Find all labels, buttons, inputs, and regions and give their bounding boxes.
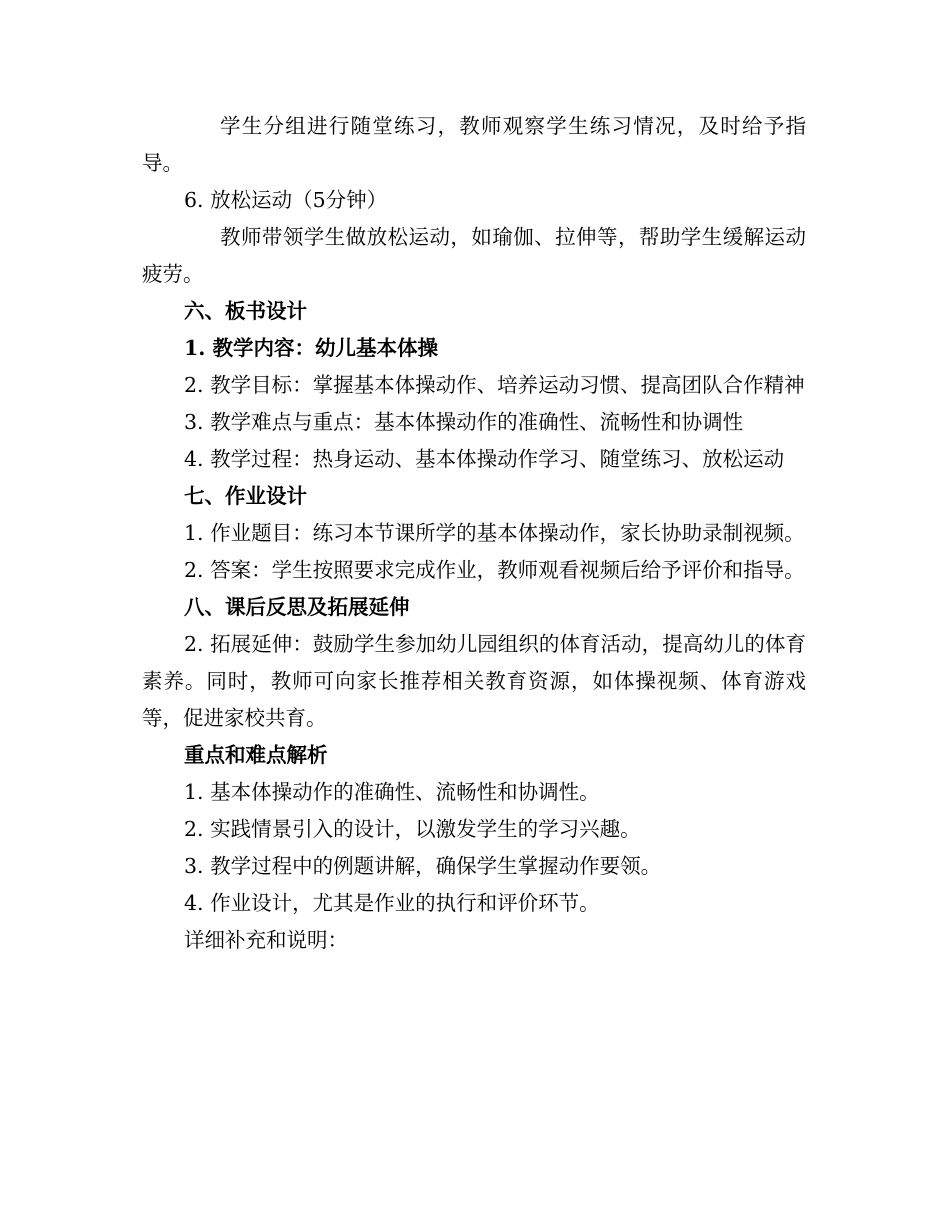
relax-paragraph: 教师带领学生做放松运动，如瑜伽、拉伸等，帮助学生缓解运动疲劳。: [142, 225, 806, 286]
keypoints-heading: 重点和难点解析: [184, 743, 328, 767]
supplement-heading: 详细补充和说明：: [184, 928, 348, 952]
relax-step-item: 6. 放松运动（5分钟）: [184, 188, 388, 212]
board-item-content: 1. 教学内容：幼儿基本体操: [184, 336, 439, 360]
keypoint-item: 3. 教学过程中的例题讲解，确保学生掌握动作要领。: [184, 854, 662, 878]
keypoint-item: 4. 作业设计，尤其是作业的执行和评价环节。: [184, 891, 600, 915]
board-item-process: 4. 教学过程：热身运动、基本体操动作学习、随堂练习、放松运动: [184, 447, 785, 471]
section-heading-reflection: 八、课后反思及拓展延伸: [184, 595, 410, 619]
extension-item: 2. 拓展延伸：鼓励学生参加幼儿园组织的体育活动，提高幼儿的体育素养。同时，教师可向家长推荐相关教育资源，如体操视频、体育游戏等，促进家校共育。: [142, 632, 806, 730]
section-heading-board-design: 六、板书设计: [184, 299, 307, 323]
practice-paragraph: 学生分组进行随堂练习，教师观察学生练习情况，及时给予指导。: [142, 114, 806, 175]
keypoint-item: 2. 实践情景引入的设计，以激发学生的学习兴趣。: [184, 817, 641, 841]
keypoint-item: 1. 基本体操动作的准确性、流畅性和协调性。: [184, 780, 600, 804]
homework-item-topic: 1. 作业题目：练习本节课所学的基本体操动作，家长协助录制视频。: [184, 521, 805, 545]
homework-item-answer: 2. 答案：学生按照要求完成作业，教师观看视频后给予评价和指导。: [184, 558, 805, 582]
board-item-difficulties: 3. 教学难点与重点：基本体操动作的准确性、流畅性和协调性: [184, 410, 744, 434]
section-heading-homework: 七、作业设计: [184, 484, 307, 508]
document-page: [142, 108, 806, 959]
board-item-goals: 2. 教学目标：掌握基本体操动作、培养运动习惯、提高团队合作精神: [184, 373, 805, 397]
